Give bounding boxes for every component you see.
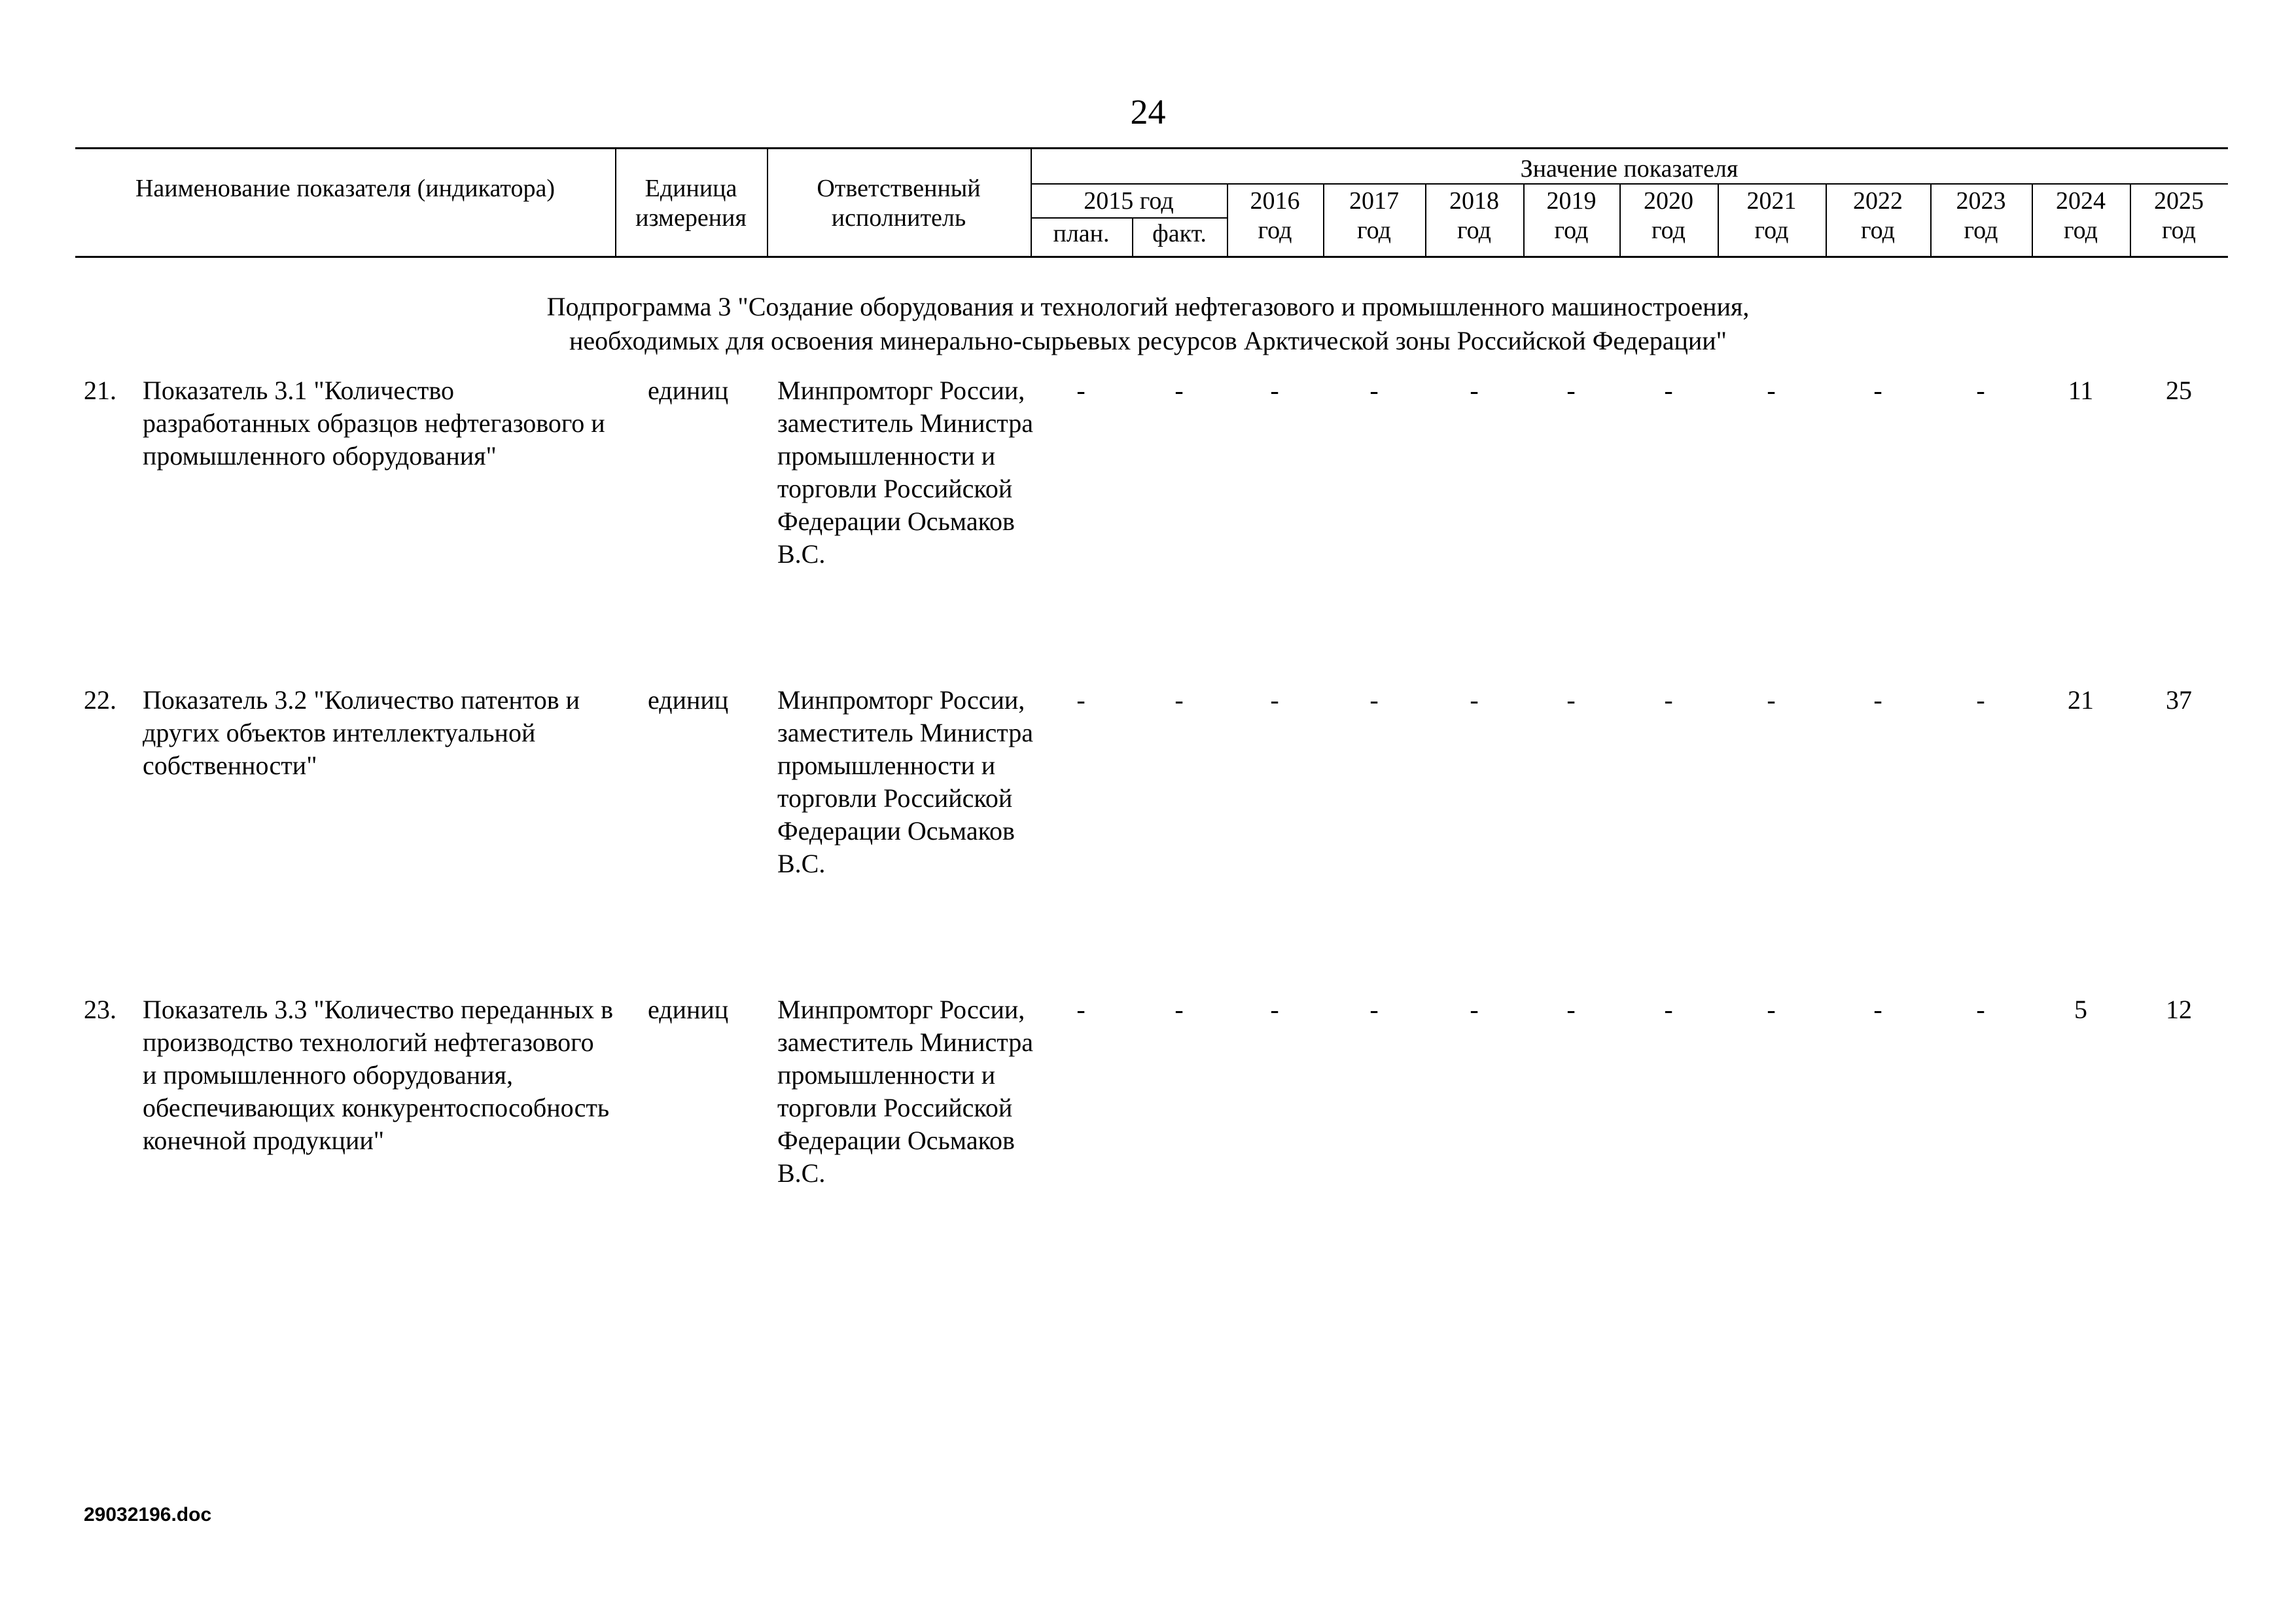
indicator-value: - [1076,995,1086,1024]
header-divider-name [615,149,616,256]
header-divider-year [1930,183,1932,256]
indicator-value: - [1873,995,1882,1024]
indicator-value: - [1369,685,1379,715]
header-divider-year [1826,183,1827,256]
indicator-value: - [1566,376,1576,405]
header-year-word: год [1651,217,1686,244]
header-divider-2015 [1031,217,1227,219]
indicator-value: - [1976,685,1985,715]
header-year-2017 [1323,187,1425,245]
header-year-number: 2021 [1746,187,1797,215]
indicator-value: 37 [2166,685,2192,715]
header-year-number: 2025 [2154,187,2204,215]
indicator-value: 21 [2068,685,2094,715]
indicator-value: - [1767,685,1776,715]
row-number: 23. [84,995,116,1024]
subprogram-title-line-2: необходимых для освоения минерально-сырьевых ресурсов Арктической зоны Российской Федерации" [569,326,1727,355]
indicator-value: - [1873,685,1882,715]
indicator-name: Показатель 3.3 "Количество переданных в производство технологий нефтегазового и промышленного оборудования, обеспечивающих конкурентоспособность конечной продукции" [143,995,614,1155]
header-year-2015: 2015 год [1084,187,1174,215]
header-year-word: год [1754,217,1789,244]
indicator-value: - [1270,376,1279,405]
indicator-value: 11 [2068,376,2094,405]
responsible-executor: Минпромторг России, заместитель Министра промышленности и торговли Российской Федерации Осьмаков В.С. [777,376,1033,569]
header-year-word: год [2064,217,2098,244]
indicator-name: Показатель 3.2 "Количество патентов и других объектов интеллектуальной собственности" [143,685,580,780]
header-divider-year [1718,183,1719,256]
header-year-number: 2018 [1449,187,1499,215]
header-indicator-name: Наименование показателя (индикатора) [135,175,556,202]
header-divider-year [2130,183,2131,256]
table-header [75,147,2228,258]
unit-of-measure: единиц [648,995,729,1024]
indicator-value: - [1076,376,1086,405]
indicator-value: - [1664,995,1673,1024]
header-year-2021 [1718,187,1826,245]
subprogram-title [0,290,2296,358]
indicator-value: - [1470,376,1479,405]
header-year-2019 [1523,187,1619,245]
header-fact: факт. [1152,220,1207,247]
responsible-executor: Минпромторг России, заместитель Министра промышленности и торговли Российской Федерации Осьмаков В.С. [777,995,1033,1188]
header-year-word: год [1258,217,1292,244]
header-plan: план. [1053,220,1110,247]
header-divider-year [1523,183,1525,256]
header-year-word: год [1457,217,1491,244]
header-year-number: 2020 [1644,187,1693,215]
row-number: 21. [84,376,116,405]
header-year-2016 [1227,187,1323,245]
header-year-word: год [2162,217,2196,244]
header-divider-executor [1031,149,1032,256]
responsible-executor: Минпромторг России, заместитель Министра промышленности и торговли Российской Федерации Осьмаков В.С. [777,685,1033,878]
header-year-2024 [2032,187,2130,245]
header-divider-values [1031,183,2228,185]
indicator-value: - [1270,685,1279,715]
header-year-word: год [1964,217,1998,244]
indicator-value: - [1976,376,1985,405]
indicator-name: Показатель 3.1 "Количество разработанных образцов нефтегазового и промышленного оборудования" [143,376,605,471]
header-divider-plan-fact [1132,217,1133,256]
document-filename: 29032196.doc [84,1504,212,1525]
header-unit: Единица измерения [635,175,747,232]
header-year-number: 2023 [1956,187,2006,215]
indicator-value: - [1566,995,1576,1024]
header-value-group: Значение показателя [1520,155,1739,183]
header-year-2020 [1619,187,1718,245]
header-year-number: 2019 [1546,187,1597,215]
header-year-2018 [1425,187,1523,245]
indicator-value: - [1664,685,1673,715]
indicator-value: - [1470,995,1479,1024]
indicator-value: - [1566,685,1576,715]
header-year-number: 2017 [1349,187,1399,215]
header-year-2023 [1930,187,2032,245]
header-year-2022 [1826,187,1930,245]
indicator-value: - [1976,995,1985,1024]
header-divider-year [1425,183,1426,256]
page-number: 24 [1130,92,1166,132]
indicator-value: - [1767,995,1776,1024]
indicator-value: - [1369,995,1379,1024]
header-divider-year [1227,183,1228,256]
indicator-value: - [1076,685,1086,715]
subprogram-title-line-1: Подпрограмма 3 "Создание оборудования и технологий нефтегазового и промышленного машиностроения, [546,292,1750,321]
header-divider-year [1619,183,1621,256]
unit-of-measure: единиц [648,376,729,405]
indicator-value: - [1174,685,1184,715]
header-year-number: 2022 [1853,187,1903,215]
header-year-number: 2024 [2056,187,2106,215]
header-year-word: год [1357,217,1391,244]
header-divider-year [1323,183,1324,256]
indicator-value: - [1873,376,1882,405]
indicator-value: - [1767,376,1776,405]
indicator-value: - [1174,995,1184,1024]
unit-of-measure: единиц [648,685,729,715]
indicator-value: - [1174,376,1184,405]
header-year-2025 [2130,187,2228,245]
indicator-value: - [1470,685,1479,715]
header-year-word: год [1554,217,1589,244]
header-year-number: 2016 [1250,187,1300,215]
indicator-value: 5 [2074,995,2087,1024]
indicator-value: - [1369,376,1379,405]
indicator-value: - [1664,376,1673,405]
header-executor: Ответственный исполнитель [817,175,981,232]
indicator-value: 25 [2166,376,2192,405]
indicator-value: 12 [2166,995,2192,1024]
header-year-word: год [1861,217,1895,244]
indicator-value: - [1270,995,1279,1024]
header-divider-unit [767,149,768,256]
row-number: 22. [84,685,116,715]
header-divider-year [2032,183,2033,256]
